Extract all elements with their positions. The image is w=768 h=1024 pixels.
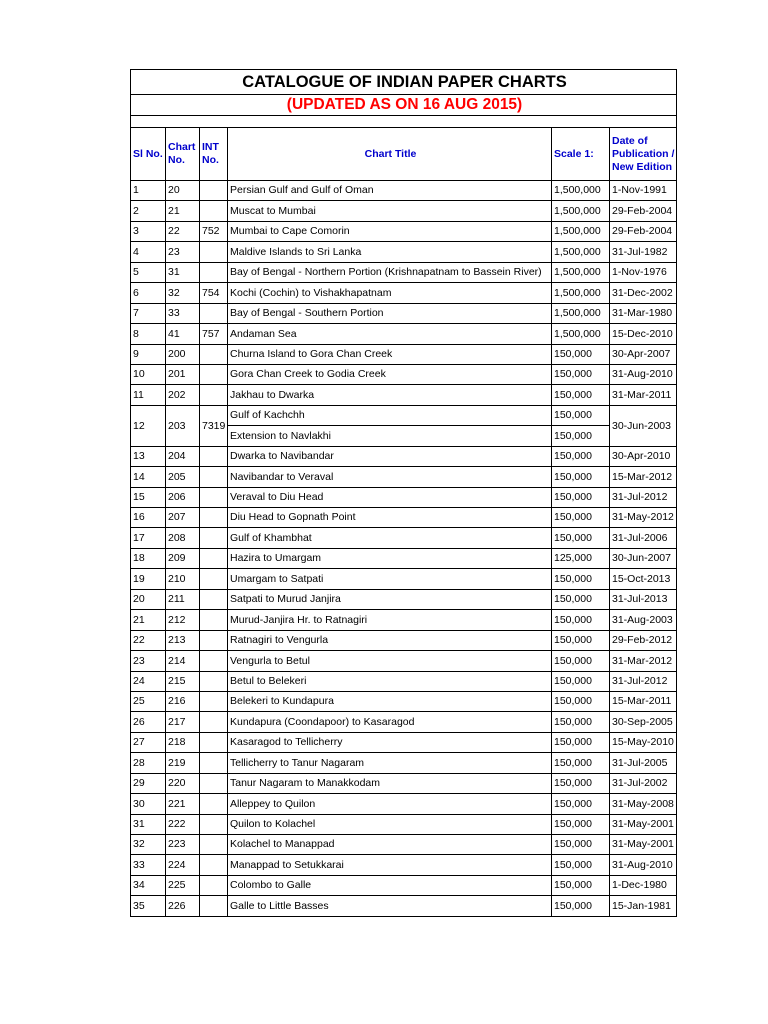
table-row xyxy=(131,242,677,262)
sl-cell: 20 xyxy=(131,589,166,609)
col-header-int-no: INT No. xyxy=(200,128,228,181)
date-cell: 31-Jul-1982 xyxy=(610,242,677,262)
sl-cell: 30 xyxy=(131,794,166,814)
chart-no-cell: 223 xyxy=(166,835,200,855)
date-cell: 31-Jul-2013 xyxy=(610,589,677,609)
date-cell: 29-Feb-2004 xyxy=(610,201,677,221)
table-row xyxy=(131,262,677,282)
int-no-cell xyxy=(200,508,228,528)
scale-cell: 1,500,000 xyxy=(552,181,610,201)
scale-cell: 150,000 xyxy=(552,814,610,834)
table-row xyxy=(131,446,677,466)
scale-cell: 150,000 xyxy=(552,569,610,589)
chart-title-cell: Quilon to Kolachel xyxy=(228,814,552,834)
date-cell: 31-Dec-2002 xyxy=(610,283,677,303)
chart-title-cell: Kundapura (Coondapoor) to Kasaragod xyxy=(228,712,552,732)
chart-title-cell: Veraval to Diu Head xyxy=(228,487,552,507)
table-row xyxy=(131,528,677,548)
date-cell: 31-Aug-2003 xyxy=(610,610,677,630)
int-no-cell xyxy=(200,569,228,589)
date-cell: 31-Jul-2012 xyxy=(610,671,677,691)
sl-cell: 2 xyxy=(131,201,166,221)
table-row xyxy=(131,508,677,528)
table-row xyxy=(131,589,677,609)
scale-cell: 150,000 xyxy=(552,426,610,446)
date-cell: 15-Mar-2011 xyxy=(610,691,677,711)
chart-title-cell: Manappad to Setukkarai xyxy=(228,855,552,875)
chart-no-cell: 214 xyxy=(166,651,200,671)
sl-cell: 5 xyxy=(131,262,166,282)
chart-title-cell: Vengurla to Betul xyxy=(228,651,552,671)
scale-cell: 150,000 xyxy=(552,671,610,691)
table-row xyxy=(131,814,677,834)
chart-no-cell: 203 xyxy=(166,405,200,446)
int-no-cell xyxy=(200,773,228,793)
sl-cell: 1 xyxy=(131,181,166,201)
table-row xyxy=(131,671,677,691)
int-no-cell xyxy=(200,691,228,711)
chart-no-cell: 219 xyxy=(166,753,200,773)
sl-cell: 26 xyxy=(131,712,166,732)
table-row xyxy=(131,221,677,241)
chart-title-cell: Satpati to Murud Janjira xyxy=(228,589,552,609)
chart-no-cell: 213 xyxy=(166,630,200,650)
spacer-row xyxy=(131,116,677,128)
chart-title-cell: Tellicherry to Tanur Nagaram xyxy=(228,753,552,773)
sl-cell: 10 xyxy=(131,364,166,384)
scale-cell: 150,000 xyxy=(552,446,610,466)
int-no-cell xyxy=(200,712,228,732)
sl-cell: 19 xyxy=(131,569,166,589)
int-no-cell xyxy=(200,896,228,916)
table-row xyxy=(131,385,677,405)
table-row xyxy=(131,467,677,487)
date-cell: 31-May-2001 xyxy=(610,835,677,855)
chart-no-cell: 31 xyxy=(166,262,200,282)
chart-no-cell: 217 xyxy=(166,712,200,732)
int-no-cell: 7319 xyxy=(200,405,228,446)
chart-title-cell: Murud-Janjira Hr. to Ratnagiri xyxy=(228,610,552,630)
sl-cell: 32 xyxy=(131,835,166,855)
date-cell: 1-Nov-1991 xyxy=(610,181,677,201)
chart-no-cell: 222 xyxy=(166,814,200,834)
int-no-cell xyxy=(200,303,228,323)
table-row xyxy=(131,855,677,875)
table-row xyxy=(131,569,677,589)
int-no-cell xyxy=(200,671,228,691)
chart-title-cell: Kochi (Cochin) to Vishakhapatnam xyxy=(228,283,552,303)
date-cell: 30-Sep-2005 xyxy=(610,712,677,732)
table-row xyxy=(131,794,677,814)
chart-no-cell: 212 xyxy=(166,610,200,630)
chart-title-cell: Tanur Nagaram to Manakkodam xyxy=(228,773,552,793)
int-no-cell xyxy=(200,487,228,507)
int-no-cell xyxy=(200,630,228,650)
chart-title-cell: Persian Gulf and Gulf of Oman xyxy=(228,181,552,201)
date-cell: 31-May-2001 xyxy=(610,814,677,834)
date-cell: 29-Feb-2012 xyxy=(610,630,677,650)
chart-title-cell: Navibandar to Veraval xyxy=(228,467,552,487)
chart-no-cell: 202 xyxy=(166,385,200,405)
scale-cell: 1,500,000 xyxy=(552,283,610,303)
date-cell: 31-Mar-1980 xyxy=(610,303,677,323)
chart-no-cell: 210 xyxy=(166,569,200,589)
table-row xyxy=(131,548,677,568)
table-row xyxy=(131,181,677,201)
int-no-cell xyxy=(200,262,228,282)
date-cell: 31-May-2012 xyxy=(610,508,677,528)
int-no-cell xyxy=(200,753,228,773)
date-cell: 31-Jul-2006 xyxy=(610,528,677,548)
sl-cell: 13 xyxy=(131,446,166,466)
chart-title-cell: Kasaragod to Tellicherry xyxy=(228,732,552,752)
chart-title-cell: Bay of Bengal - Southern Portion xyxy=(228,303,552,323)
scale-cell: 1,500,000 xyxy=(552,303,610,323)
chart-no-cell: 201 xyxy=(166,364,200,384)
chart-title-cell: Maldive Islands to Sri Lanka xyxy=(228,242,552,262)
scale-cell: 150,000 xyxy=(552,773,610,793)
chart-title-cell: Alleppey to Quilon xyxy=(228,794,552,814)
chart-no-cell: 226 xyxy=(166,896,200,916)
page-title: CATALOGUE OF INDIAN PAPER CHARTS xyxy=(131,70,677,95)
chart-title-cell: Dwarka to Navibandar xyxy=(228,446,552,466)
chart-title-cell: Colombo to Galle xyxy=(228,875,552,895)
catalogue-table xyxy=(130,69,677,917)
date-cell: 31-May-2008 xyxy=(610,794,677,814)
sl-cell: 22 xyxy=(131,630,166,650)
sl-cell: 14 xyxy=(131,467,166,487)
chart-no-cell: 225 xyxy=(166,875,200,895)
table-row xyxy=(131,405,677,425)
scale-cell: 1,500,000 xyxy=(552,221,610,241)
chart-no-cell: 22 xyxy=(166,221,200,241)
chart-no-cell: 23 xyxy=(166,242,200,262)
scale-cell: 150,000 xyxy=(552,385,610,405)
sl-cell: 12 xyxy=(131,405,166,446)
scale-cell: 150,000 xyxy=(552,630,610,650)
table-row xyxy=(131,303,677,323)
scale-cell: 1,500,000 xyxy=(552,201,610,221)
sl-cell: 27 xyxy=(131,732,166,752)
scale-cell: 150,000 xyxy=(552,712,610,732)
table-row xyxy=(131,610,677,630)
sl-cell: 11 xyxy=(131,385,166,405)
date-cell: 1-Dec-1980 xyxy=(610,875,677,895)
chart-title-cell: Mumbai to Cape Comorin xyxy=(228,221,552,241)
date-cell: 31-Jul-2005 xyxy=(610,753,677,773)
sl-cell: 3 xyxy=(131,221,166,241)
chart-no-cell: 41 xyxy=(166,324,200,344)
chart-no-cell: 205 xyxy=(166,467,200,487)
sl-cell: 8 xyxy=(131,324,166,344)
chart-title-cell: Churna Island to Gora Chan Creek xyxy=(228,344,552,364)
chart-title-cell: Muscat to Mumbai xyxy=(228,201,552,221)
int-no-cell xyxy=(200,467,228,487)
sl-cell: 16 xyxy=(131,508,166,528)
table-row xyxy=(131,732,677,752)
scale-cell: 150,000 xyxy=(552,364,610,384)
date-cell: 31-Mar-2011 xyxy=(610,385,677,405)
scale-cell: 150,000 xyxy=(552,732,610,752)
int-no-cell: 757 xyxy=(200,324,228,344)
chart-title-cell: Galle to Little Basses xyxy=(228,896,552,916)
chart-title-cell: Bay of Bengal - Northern Portion (Krishnapatnam to Bassein River) xyxy=(228,262,552,282)
scale-cell: 150,000 xyxy=(552,691,610,711)
col-header-scale: Scale 1: xyxy=(552,128,610,181)
chart-title-cell: Betul to Belekeri xyxy=(228,671,552,691)
chart-title-cell: Jakhau to Dwarka xyxy=(228,385,552,405)
chart-title-cell: Gora Chan Creek to Godia Creek xyxy=(228,364,552,384)
table-row xyxy=(131,753,677,773)
sl-cell: 9 xyxy=(131,344,166,364)
column-header-row xyxy=(131,128,677,181)
scale-cell: 150,000 xyxy=(552,651,610,671)
scale-cell: 1,500,000 xyxy=(552,324,610,344)
date-cell: 31-Aug-2010 xyxy=(610,855,677,875)
chart-no-cell: 33 xyxy=(166,303,200,323)
scale-cell: 150,000 xyxy=(552,896,610,916)
date-cell: 31-Aug-2010 xyxy=(610,364,677,384)
chart-title-cell: Andaman Sea xyxy=(228,324,552,344)
date-cell: 31-Mar-2012 xyxy=(610,651,677,671)
chart-no-cell: 208 xyxy=(166,528,200,548)
int-no-cell xyxy=(200,242,228,262)
scale-cell: 1,500,000 xyxy=(552,242,610,262)
int-no-cell xyxy=(200,344,228,364)
sl-cell: 18 xyxy=(131,548,166,568)
scale-cell: 150,000 xyxy=(552,855,610,875)
date-cell: 15-May-2010 xyxy=(610,732,677,752)
sl-cell: 29 xyxy=(131,773,166,793)
col-header-chart-title: Chart Title xyxy=(228,128,552,181)
date-cell: 31-Jul-2012 xyxy=(610,487,677,507)
scale-cell: 150,000 xyxy=(552,610,610,630)
chart-title-cell: Ratnagiri to Vengurla xyxy=(228,630,552,650)
chart-title-cell: Hazira to Umargam xyxy=(228,548,552,568)
table-row xyxy=(131,283,677,303)
chart-no-cell: 216 xyxy=(166,691,200,711)
int-no-cell xyxy=(200,814,228,834)
int-no-cell xyxy=(200,875,228,895)
table-row xyxy=(131,364,677,384)
chart-title-cell: Diu Head to Gopnath Point xyxy=(228,508,552,528)
chart-no-cell: 211 xyxy=(166,589,200,609)
table-row xyxy=(131,773,677,793)
table-row xyxy=(131,896,677,916)
sl-cell: 31 xyxy=(131,814,166,834)
date-cell: 30-Jun-2003 xyxy=(610,405,677,446)
date-cell: 15-Oct-2013 xyxy=(610,569,677,589)
table-row xyxy=(131,201,677,221)
date-cell: 31-Jul-2002 xyxy=(610,773,677,793)
table-row xyxy=(131,712,677,732)
chart-no-cell: 207 xyxy=(166,508,200,528)
chart-title-cell: Gulf of Khambhat xyxy=(228,528,552,548)
sl-cell: 28 xyxy=(131,753,166,773)
int-no-cell: 752 xyxy=(200,221,228,241)
int-no-cell xyxy=(200,528,228,548)
table-row xyxy=(131,324,677,344)
date-cell: 15-Mar-2012 xyxy=(610,467,677,487)
sl-cell: 7 xyxy=(131,303,166,323)
scale-cell: 150,000 xyxy=(552,794,610,814)
int-no-cell xyxy=(200,385,228,405)
chart-no-cell: 206 xyxy=(166,487,200,507)
sl-cell: 25 xyxy=(131,691,166,711)
int-no-cell xyxy=(200,732,228,752)
scale-cell: 150,000 xyxy=(552,528,610,548)
sl-cell: 21 xyxy=(131,610,166,630)
int-no-cell xyxy=(200,201,228,221)
int-no-cell xyxy=(200,446,228,466)
page-subtitle: (UPDATED AS ON 16 AUG 2015) xyxy=(131,95,677,116)
table-row xyxy=(131,630,677,650)
date-cell: 1-Nov-1976 xyxy=(610,262,677,282)
chart-no-cell: 215 xyxy=(166,671,200,691)
table-row xyxy=(131,835,677,855)
chart-no-cell: 32 xyxy=(166,283,200,303)
chart-title-cell: Belekeri to Kundapura xyxy=(228,691,552,711)
chart-no-cell: 21 xyxy=(166,201,200,221)
int-no-cell xyxy=(200,855,228,875)
table-row xyxy=(131,691,677,711)
col-header-date: Date of Publication / New Edition xyxy=(610,128,677,181)
table-row xyxy=(131,651,677,671)
chart-no-cell: 224 xyxy=(166,855,200,875)
scale-cell: 150,000 xyxy=(552,405,610,425)
date-cell: 30-Apr-2010 xyxy=(610,446,677,466)
scale-cell: 150,000 xyxy=(552,508,610,528)
col-header-chart-no: Chart No. xyxy=(166,128,200,181)
scale-cell: 150,000 xyxy=(552,875,610,895)
table-row xyxy=(131,875,677,895)
scale-cell: 150,000 xyxy=(552,487,610,507)
sl-cell: 33 xyxy=(131,855,166,875)
scale-cell: 125,000 xyxy=(552,548,610,568)
sl-cell: 24 xyxy=(131,671,166,691)
table-row xyxy=(131,487,677,507)
scale-cell: 150,000 xyxy=(552,344,610,364)
chart-title-cell: Extension to Navlakhi xyxy=(228,426,552,446)
chart-no-cell: 204 xyxy=(166,446,200,466)
int-no-cell: 754 xyxy=(200,283,228,303)
int-no-cell xyxy=(200,548,228,568)
catalogue-sheet xyxy=(130,69,676,917)
int-no-cell xyxy=(200,610,228,630)
int-no-cell xyxy=(200,651,228,671)
chart-no-cell: 220 xyxy=(166,773,200,793)
sl-cell: 15 xyxy=(131,487,166,507)
sl-cell: 17 xyxy=(131,528,166,548)
col-header-sl: Sl No. xyxy=(131,128,166,181)
chart-title-cell: Kolachel to Manappad xyxy=(228,835,552,855)
date-cell: 30-Jun-2007 xyxy=(610,548,677,568)
scale-cell: 150,000 xyxy=(552,589,610,609)
chart-no-cell: 218 xyxy=(166,732,200,752)
sl-cell: 35 xyxy=(131,896,166,916)
table-row xyxy=(131,344,677,364)
scale-cell: 150,000 xyxy=(552,753,610,773)
date-cell: 15-Dec-2010 xyxy=(610,324,677,344)
date-cell: 30-Apr-2007 xyxy=(610,344,677,364)
int-no-cell xyxy=(200,589,228,609)
chart-no-cell: 200 xyxy=(166,344,200,364)
chart-no-cell: 221 xyxy=(166,794,200,814)
scale-cell: 150,000 xyxy=(552,467,610,487)
chart-no-cell: 209 xyxy=(166,548,200,568)
sl-cell: 6 xyxy=(131,283,166,303)
sl-cell: 23 xyxy=(131,651,166,671)
date-cell: 29-Feb-2004 xyxy=(610,221,677,241)
date-cell: 15-Jan-1981 xyxy=(610,896,677,916)
int-no-cell xyxy=(200,364,228,384)
int-no-cell xyxy=(200,794,228,814)
int-no-cell xyxy=(200,181,228,201)
int-no-cell xyxy=(200,835,228,855)
sl-cell: 34 xyxy=(131,875,166,895)
scale-cell: 150,000 xyxy=(552,835,610,855)
chart-title-cell: Umargam to Satpati xyxy=(228,569,552,589)
scale-cell: 1,500,000 xyxy=(552,262,610,282)
chart-title-cell: Gulf of Kachchh xyxy=(228,405,552,425)
sl-cell: 4 xyxy=(131,242,166,262)
chart-no-cell: 20 xyxy=(166,181,200,201)
